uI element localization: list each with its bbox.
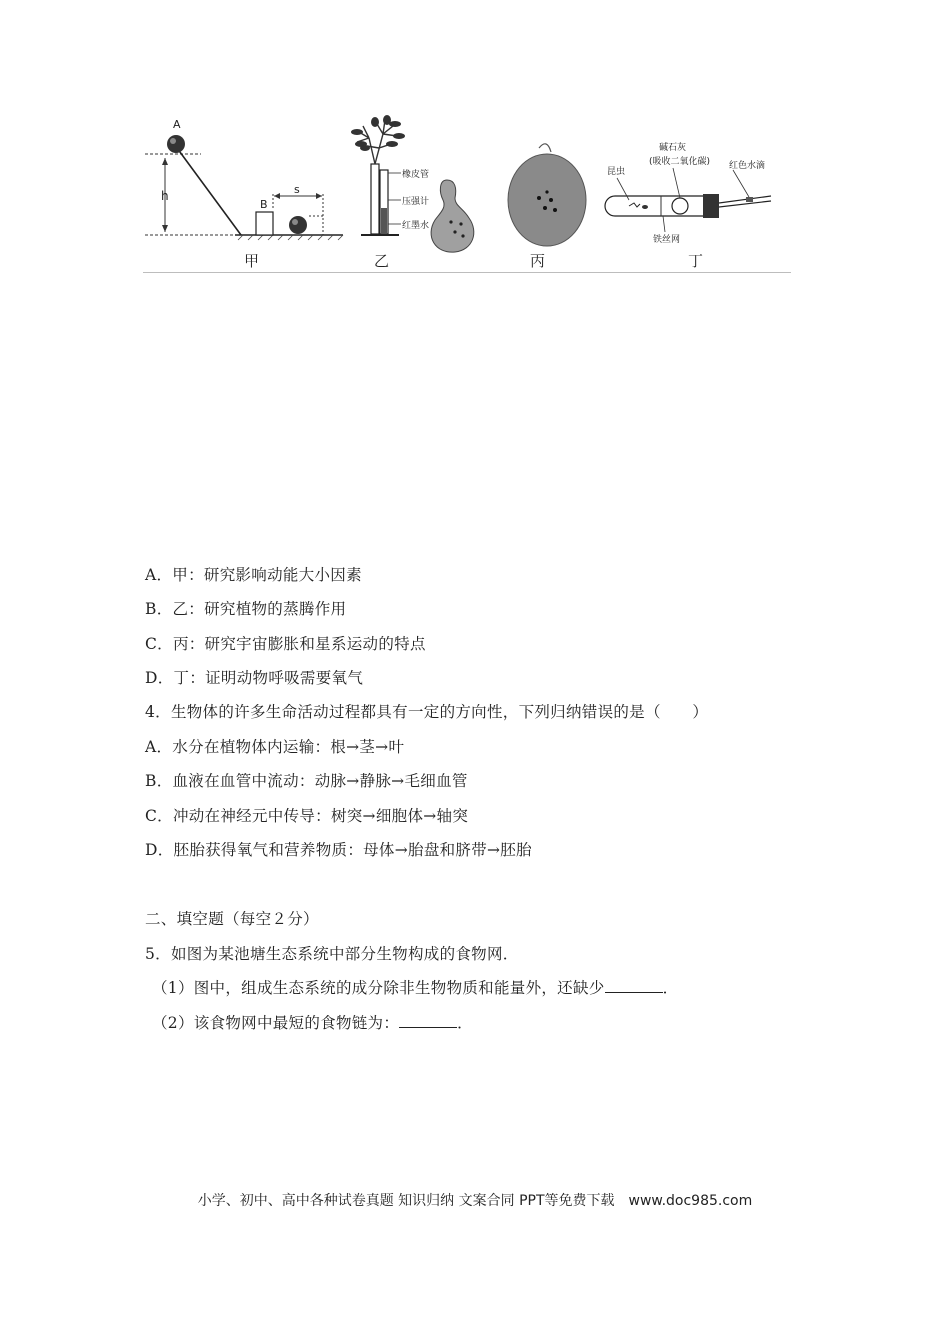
figure-underline [143, 272, 791, 273]
q4-stem: 4．生物体的许多生命活动过程都具有一定的方向性，下列归纳错误的是（ ） [145, 703, 709, 721]
panel-ding-label: 丁 [688, 252, 704, 270]
q5-sub2-end: ． [457, 1014, 473, 1032]
section-heading: 二、填空题（每空２分） [145, 910, 319, 928]
panel-jia [145, 118, 343, 270]
height-label: h [161, 189, 169, 203]
panel-bing [508, 144, 586, 270]
q4-option-c: C．冲动在神经元中传导：树突→细胞体→轴突 [145, 807, 469, 825]
block-b [256, 212, 273, 235]
label-absorbs-co2: (吸收二氧化碳) [649, 157, 711, 167]
q4-option-d: D．胚胎获得氧气和营养物质：母体→胎盘和脐带→胚胎 [145, 841, 532, 859]
q5-sub1-blank[interactable] [605, 978, 663, 993]
label-red-ink: 红墨水 [402, 221, 430, 231]
panel-jia-label: 甲 [244, 252, 260, 270]
q5-sub2-text: （2）该食物网中最短的食物链为： [152, 1014, 400, 1032]
label-red-water-drop: 红色水滴 [729, 161, 766, 171]
panel-yi-label: 乙 [374, 252, 390, 270]
label-insect: 昆虫 [607, 167, 626, 177]
q3-option-c: C．丙：研究宇宙膨胀和星系运动的特点 [145, 635, 426, 653]
q4-option-a: A．水分在植物体内运输：根→茎→叶 [145, 738, 405, 756]
ball-a [167, 135, 185, 153]
page-footer: 小学、初中、高中各种试卷真题 知识归纳 文案合同 PPT等免费下载 www.doc985.com [197, 1193, 753, 1209]
panel-ding [605, 141, 771, 270]
q5-sub2-blank[interactable] [399, 1013, 457, 1028]
q4-option-b: B．血液在血管中流动：动脉→静脉→毛细血管 [145, 772, 468, 790]
block-b-label: B [260, 198, 268, 211]
q5-sub2 [152, 1013, 473, 1033]
test-tube [605, 196, 706, 216]
distance-label: s [294, 183, 300, 196]
q5-sub1-end: ． [662, 979, 679, 997]
q5-stem: 5．如图为某池塘生态系统中部分生物构成的食物网． [145, 945, 519, 963]
label-soda-lime: 碱石灰 [659, 143, 687, 153]
gourd [431, 180, 474, 252]
experiment-figure [143, 108, 791, 274]
panel-bing-label: 丙 [530, 252, 546, 270]
q5-sub1 [152, 978, 678, 998]
panel-yi [351, 115, 474, 270]
q3-option-b: B．乙：研究植物的蒸腾作用 [145, 600, 347, 618]
label-wire-mesh: 铁丝网 [653, 235, 681, 245]
balloon [508, 154, 586, 246]
q3-option-d: D．丁：证明动物呼吸需要氧气 [145, 669, 364, 687]
label-pressure-gauge: 压强计 [402, 197, 430, 207]
q5-sub1-text: （1）图中，组成生态系统的成分除非生物物质和能量外，还缺少 [152, 979, 605, 997]
q3-option-a: A．甲：研究影响动能大小因素 [145, 566, 362, 584]
label-rubber-tube: 橡皮管 [402, 170, 430, 180]
ball-a-label: A [173, 118, 181, 131]
